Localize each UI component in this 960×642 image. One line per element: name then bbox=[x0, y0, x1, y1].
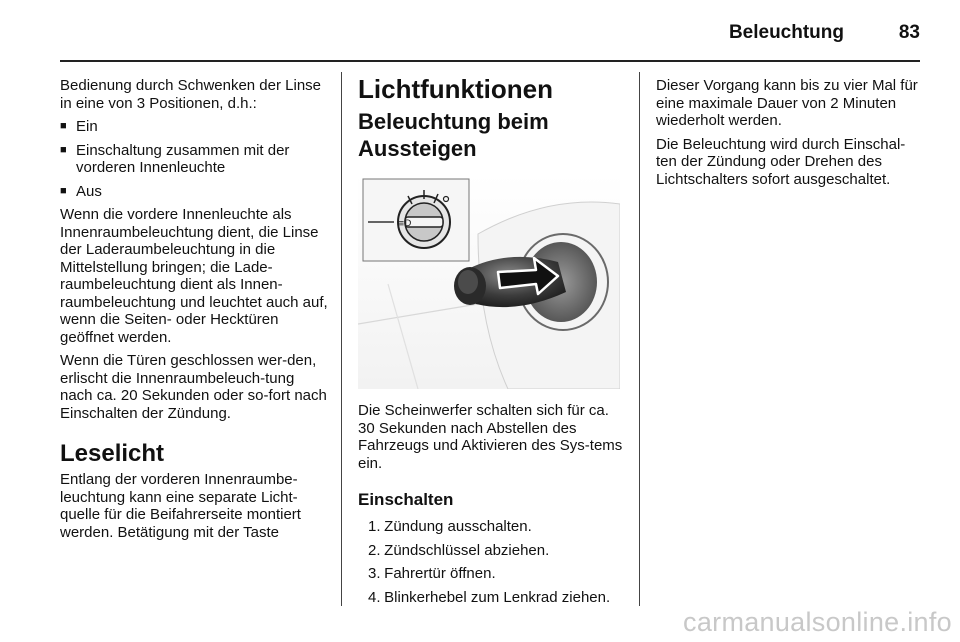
light-switch-illustration bbox=[358, 174, 620, 389]
intro-paragraph: Bedienung durch Schwenken der Linse in eine von 3 Positionen, d.h.: bbox=[60, 77, 322, 112]
list-item bbox=[368, 589, 628, 607]
watermark: carmanualsonline.info bbox=[683, 607, 952, 637]
list-item bbox=[368, 542, 628, 560]
subsection-heading: Beleuchtung beim Aussteigen bbox=[358, 109, 549, 161]
page-title: Beleuchtung bbox=[728, 22, 844, 43]
lever-diagram-svg bbox=[358, 174, 620, 389]
steps-list bbox=[358, 518, 628, 606]
paragraph: Wenn die Türen geschlossen wer-den, erlischt die Innenraumbeleuch-tung nach ca. 20 Sekunden oder so-fort nach Einschalten der Zündung. bbox=[60, 352, 327, 422]
paragraph: Die Beleuchtung wird durch Einschal-ten der Zündung oder Drehen des Lichtschalters sofort ausgeschaltet. bbox=[656, 135, 906, 188]
subsection-heading-einschalten: Einschalten bbox=[358, 490, 454, 509]
step-number: 1. bbox=[368, 518, 381, 535]
column-1 bbox=[60, 77, 328, 547]
list-item: ■ Ein bbox=[60, 118, 328, 136]
list-item: ■ Einschaltung zusammen mit der vorderen Innenleuchte bbox=[60, 142, 328, 177]
step-text: Zündung ausschalten. bbox=[384, 518, 532, 535]
step-number: 3. bbox=[368, 565, 381, 582]
column-3 bbox=[656, 77, 926, 194]
step-text: Blinkerhebel zum Lenkrad ziehen. bbox=[384, 588, 611, 606]
section-heading-leselicht: Leselicht bbox=[60, 440, 165, 467]
paragraph: Die Scheinwerfer schalten sich für ca. 30 Sekunden nach Abstellen des Fahrzeugs und Aktivieren des Sys-tems ein. bbox=[358, 402, 623, 472]
list-item: ■ Aus bbox=[60, 183, 328, 201]
position-list bbox=[60, 118, 328, 200]
step-number: 2. bbox=[368, 541, 381, 559]
page-header bbox=[60, 18, 920, 58]
step-number: 4. bbox=[368, 588, 381, 606]
svg-text:≡D: ≡D bbox=[397, 219, 412, 229]
section-heading-lichtfunktionen: Lichtfunktionen bbox=[358, 74, 553, 104]
header-divider bbox=[60, 60, 920, 62]
paragraph: Wenn die vordere Innenleuchte als Innenraumbeleuchtung dient, die Linse der Laderaumbeleuchtung in die Mittelstellung bringen; die Lade-raumbeleuchtung dient als Innen-raumbeleuchtung und leuchtet auch auf, wenn die Seiten- oder Hecktüren geöffnet werden. bbox=[60, 206, 328, 346]
paragraph: Entlang der vorderen Innenraumbe-leuchtung kann eine separate Licht-quelle für die Beifahrerseite montiert werden. Betätigung mit der Taste bbox=[60, 471, 301, 541]
column-divider-right bbox=[639, 72, 640, 606]
list-item bbox=[368, 518, 628, 536]
list-item bbox=[368, 565, 628, 583]
step-text: Zündschlüssel abziehen. bbox=[384, 541, 550, 559]
page-number: 83 bbox=[898, 22, 920, 43]
paragraph: Dieser Vorgang kann bis zu vier Mal für eine maximale Dauer von 2 Minuten wiederholt werden. bbox=[656, 77, 918, 129]
column-divider-left bbox=[341, 72, 342, 606]
step-text: Fahrertür öffnen. bbox=[384, 565, 496, 582]
column-2 bbox=[358, 74, 628, 612]
